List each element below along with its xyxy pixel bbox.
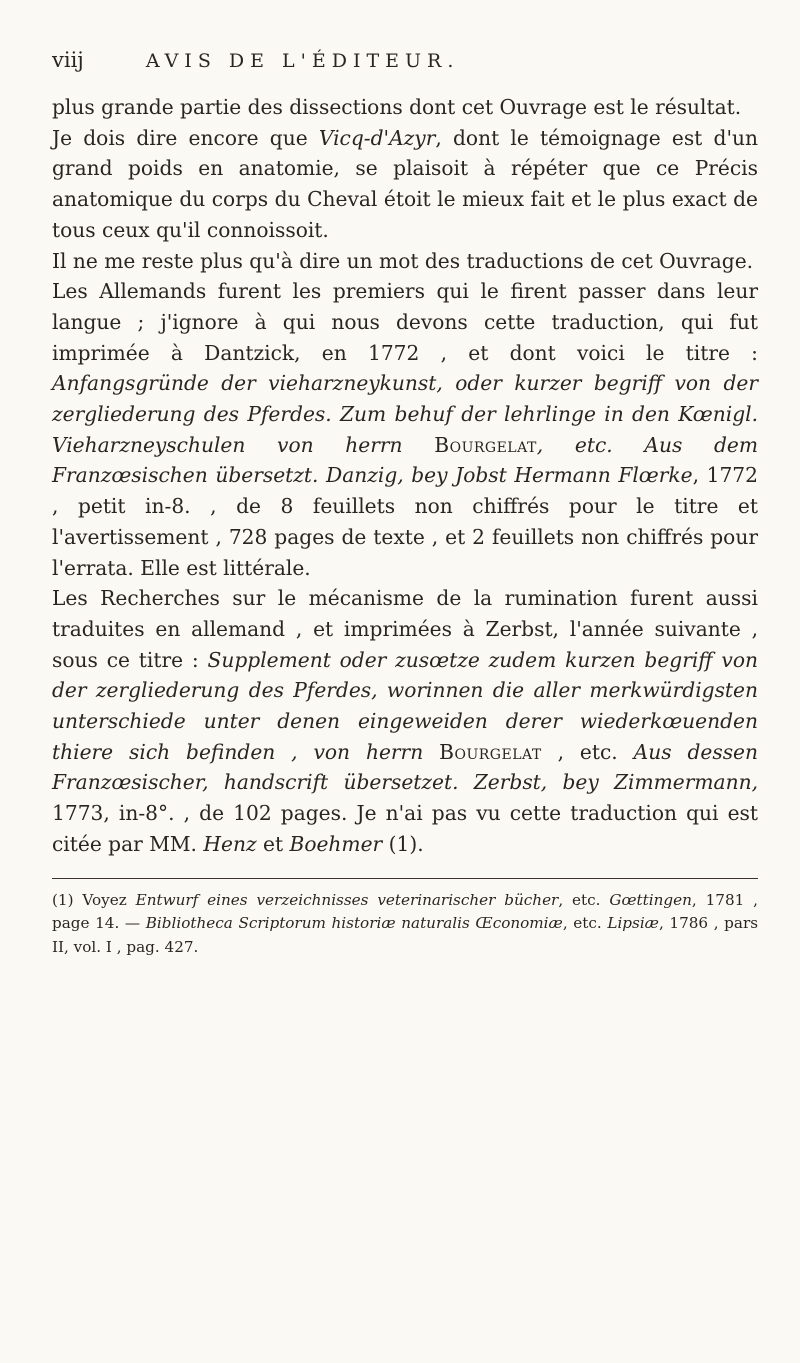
footnote-lead: (1) Voyez xyxy=(52,890,136,909)
running-title: AVIS DE L'ÉDITEUR. xyxy=(145,50,460,72)
paragraph-3-text: Il ne me reste plus qu'à dire un mot des traductions de cet Ouvrage. xyxy=(52,248,754,273)
paragraph-1 xyxy=(52,92,758,123)
body-text xyxy=(52,92,758,860)
page-number: viij xyxy=(52,48,84,72)
footnote xyxy=(52,889,758,960)
author-bourgelat-1: Bourgelat xyxy=(434,432,537,457)
footnote-mid-2: , 1781 , page 14. — xyxy=(52,890,758,933)
page xyxy=(52,48,758,959)
paragraph-5-text-a: Les Recherches sur le mécanisme de la rumination furent aussi traduites en allemand , et imprimées à Zerbst, l'année suivante , sous ce titre : xyxy=(52,586,758,672)
footnote-mid-1: , etc. xyxy=(558,890,610,909)
paragraph-2 xyxy=(52,123,758,246)
footnote-ref: (1). xyxy=(382,831,424,856)
paragraph-2-text-a: Je dois dire encore que xyxy=(52,125,319,150)
german-title-1b: , etc. Aus dem Franzœsischen übersetzt. Danzig, bey Jobst Hermann Flœrke xyxy=(52,432,758,488)
running-head xyxy=(52,48,758,92)
german-title-1a: Anfangsgründe der vieharzneykunst, oder kurzer begriff von der zergliederung des Pferdes. Zum behuf der lehrlinge in den Kœnigl. Vieharzneyschulen von herrn xyxy=(52,371,758,457)
paragraph-5-text-mid: , etc. xyxy=(541,739,634,764)
paragraph-4 xyxy=(52,276,758,583)
paragraph-5-text-b: 1773, in-8°. , de 102 pages. Je n'ai pas vu cette traduction qui est citée par MM. xyxy=(52,801,758,856)
name-boehmer: Boehmer xyxy=(289,831,383,856)
footnote-mid-3: , etc. xyxy=(562,914,608,933)
footnote-place-2: Lipsiæ xyxy=(607,914,659,933)
german-title-2a: Supplement oder zusœtze zudem kurzen begriff von der zergliederung des Pferdes, worinnen die aller merkwürdigsten unterschiede unter denen eingeweiden derer wiederkœuenden thiere sich befinden , von herrn xyxy=(52,647,758,764)
german-title-2b: Aus dessen Franzœsischer, handscrift übersetzet. Zerbst, bey Zimmermann, xyxy=(52,739,759,795)
paragraph-1-text: plus grande partie des dissections dont cet Ouvrage est le résultat. xyxy=(52,95,742,119)
paragraph-3 xyxy=(52,246,758,277)
name-henz: Henz xyxy=(203,831,257,856)
footnote-divider xyxy=(52,878,758,879)
footnote-title-2: Bibliotheca Scriptorum historiæ naturalis Œconomiæ xyxy=(145,914,563,933)
footnote-title-1: Entwurf eines verzeichnisses veterinarischer bücher xyxy=(135,890,559,909)
footnote-tail: , 1786 , pars II, vol. I , pag. 427. xyxy=(52,914,759,956)
paragraph-5-et: et xyxy=(256,831,290,856)
author-bourgelat-2: Bourgelat xyxy=(439,739,542,764)
paragraph-4-text-a: Les Allemands furent les premiers qui le firent passer dans leur langue ; j'ignore à qui nous devons cette traduction, qui fut imprimée à Dantzick, en 1772 , et dont voici le titre : xyxy=(52,279,758,365)
name-vicq-dazyr: Vicq-d'Azyr xyxy=(318,125,436,150)
paragraph-4-text-b: , 1772 , petit in-8. , de 8 feuillets non chiffrés pour le titre et l'avertissement , 728 pages de texte , et 2 feuillets non chiffrés pour l'errata. Elle est littérale. xyxy=(52,463,758,580)
paragraph-2-text-b: , dont le témoignage est d'un grand poids en anatomie, se plaisoit à répéter que ce Précis anatomique du corps du Cheval étoit le mieux fait et le plus exact de tous ceux qu'il connoissoit. xyxy=(52,125,758,242)
paragraph-5 xyxy=(52,583,758,859)
footnote-place-1: Gœttingen xyxy=(609,890,692,909)
